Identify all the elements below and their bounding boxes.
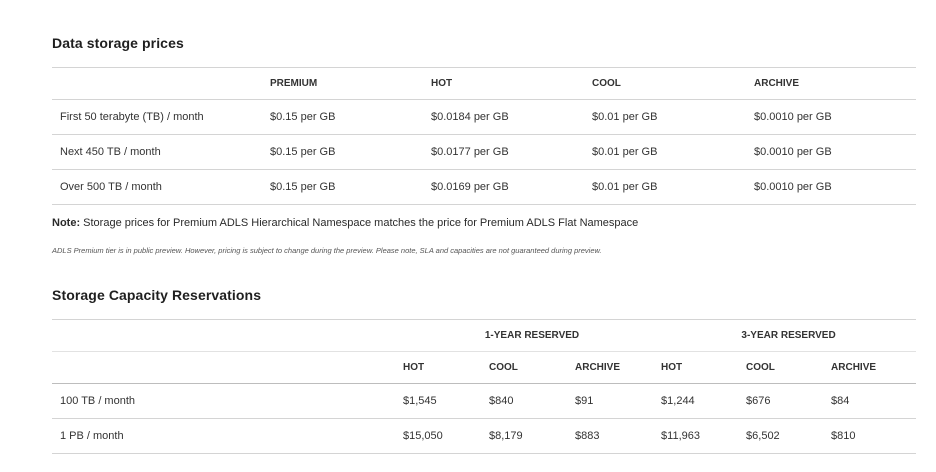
sub-header-hot: HOT	[403, 362, 425, 373]
price-cell: $11,963	[661, 430, 700, 442]
table-header-row	[52, 68, 916, 100]
note-label: Note:	[52, 217, 81, 229]
price-cell: $0.15 per GB	[270, 181, 336, 193]
preview-disclaimer: ADLS Premium tier is in public preview. However, pricing is subject to change during the preview. Please note, SLA and capacities are not guaranteed during preview.	[52, 246, 602, 255]
price-cell: $8,179	[489, 430, 523, 442]
group-header-row	[52, 320, 916, 352]
header-cell-cool: COOL	[592, 78, 621, 89]
price-cell: $15,050	[403, 430, 443, 442]
table-row	[52, 419, 916, 454]
header-cell-archive: ARCHIVE	[754, 78, 800, 89]
price-cell: $0.0169 per GB	[431, 181, 509, 193]
price-cell: $0.15 per GB	[270, 146, 336, 158]
storage-prices-title: Data storage prices	[52, 35, 184, 51]
reservations-table	[52, 319, 916, 454]
header-cell-premium: PREMIUM	[270, 78, 318, 89]
premium-note	[52, 217, 638, 229]
sub-header-row	[52, 352, 916, 384]
group-header-3-year: 3-YEAR RESERVED	[741, 330, 836, 341]
price-cell: $0.0184 per GB	[431, 111, 509, 123]
header-cell	[52, 68, 270, 100]
price-cell: $1,545	[403, 395, 437, 407]
header-cell-hot: HOT	[431, 78, 453, 89]
table-row	[52, 135, 916, 170]
price-cell: $6,502	[746, 430, 780, 442]
group-header-1-year: 1-YEAR RESERVED	[484, 330, 580, 341]
table-row	[52, 384, 916, 419]
sub-header-archive: ARCHIVE	[831, 362, 877, 373]
price-cell: $0.15 per GB	[270, 111, 336, 123]
tier-label: Next 450 TB / month	[60, 146, 161, 158]
price-cell: $0.0010 per GB	[754, 181, 832, 193]
capacity-label: 100 TB / month	[60, 395, 136, 407]
storage-prices-table	[52, 67, 916, 205]
price-cell: $883	[575, 430, 600, 442]
price-cell: $91	[575, 395, 594, 407]
price-cell: $84	[831, 395, 850, 407]
table-row	[52, 100, 916, 135]
price-cell: $840	[489, 395, 514, 407]
price-cell: $0.01 per GB	[592, 111, 658, 123]
note-text: Storage prices for Premium ADLS Hierarchical Namespace matches the price for Premium ADLS Flat Namespace	[80, 217, 639, 229]
sub-header-hot: HOT	[661, 362, 683, 373]
price-cell: $810	[831, 430, 856, 442]
price-cell: $676	[746, 395, 771, 407]
price-cell: $0.0177 per GB	[431, 146, 509, 158]
price-cell: $0.01 per GB	[592, 146, 658, 158]
tier-label: First 50 terabyte (TB) / month	[60, 111, 204, 123]
price-cell: $0.0010 per GB	[754, 146, 832, 158]
sub-header-cool: COOL	[746, 362, 775, 373]
table-row	[52, 170, 916, 205]
price-cell: $0.0010 per GB	[754, 111, 832, 123]
sub-header-archive: ARCHIVE	[575, 362, 621, 373]
sub-header-cool: COOL	[489, 362, 518, 373]
price-cell: $1,244	[661, 395, 695, 407]
price-cell: $0.01 per GB	[592, 181, 658, 193]
reservations-title: Storage Capacity Reservations	[52, 287, 262, 303]
sub-header-spacer	[52, 352, 403, 384]
group-header-spacer	[52, 320, 403, 352]
tier-label: Over 500 TB / month	[60, 181, 162, 193]
capacity-label: 1 PB / month	[60, 430, 124, 442]
